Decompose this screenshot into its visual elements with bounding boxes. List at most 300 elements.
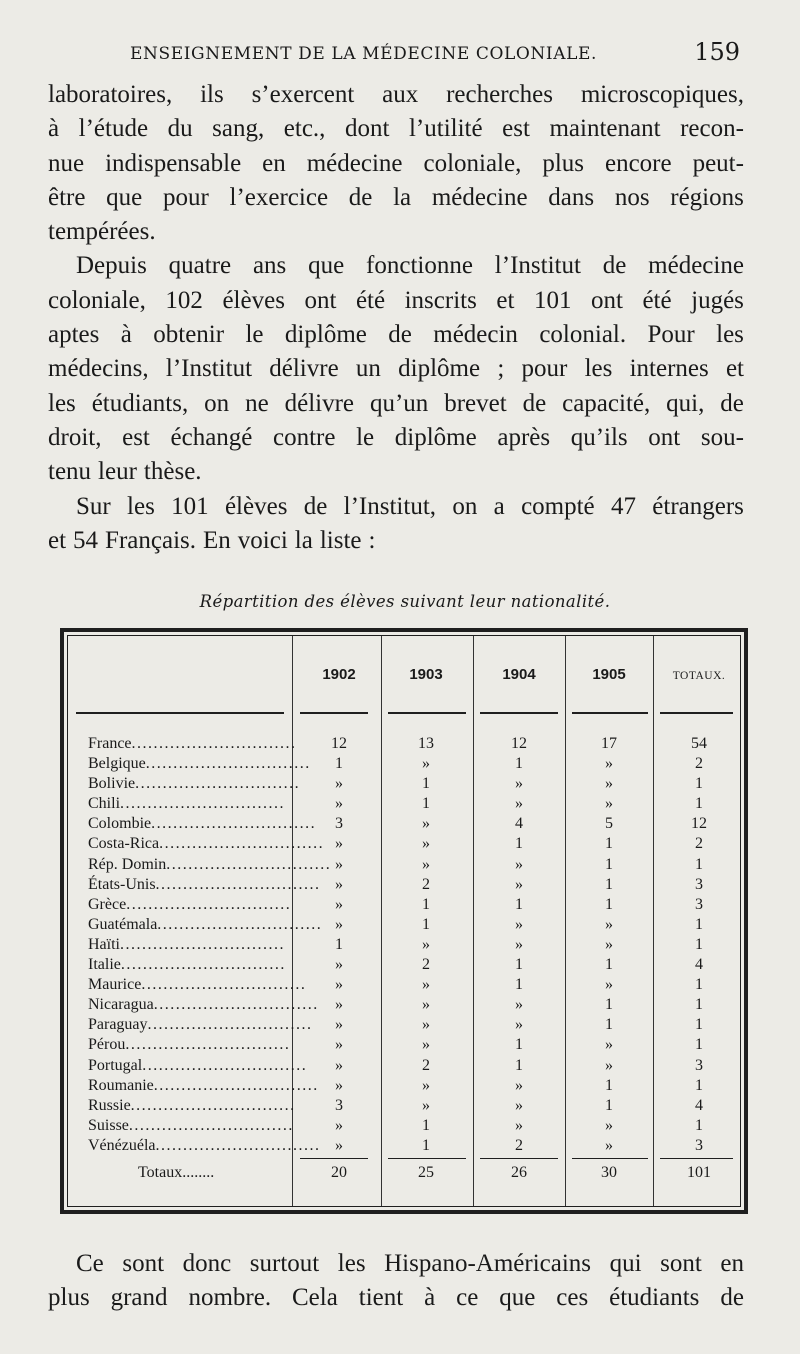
country-name: Suisse bbox=[88, 1116, 129, 1134]
word: : bbox=[368, 526, 376, 554]
value-cell: 12 bbox=[511, 735, 527, 752]
text-line bbox=[48, 1281, 744, 1315]
value-cell: » bbox=[335, 1136, 343, 1154]
header-rule bbox=[388, 712, 466, 714]
word: été bbox=[355, 286, 386, 314]
header-rule bbox=[300, 712, 368, 714]
country-name: Portugal bbox=[88, 1056, 143, 1074]
word: plus bbox=[48, 1284, 90, 1312]
value-cell: » bbox=[515, 855, 523, 873]
country-cell bbox=[88, 1097, 298, 1115]
word: Cela bbox=[292, 1284, 338, 1312]
value-cell: 3 bbox=[695, 1056, 703, 1074]
value-cell: » bbox=[605, 755, 613, 773]
value-cell: » bbox=[515, 795, 523, 813]
table-row bbox=[68, 775, 740, 795]
word: le bbox=[245, 321, 264, 349]
leader-dots: .............................. bbox=[141, 976, 307, 994]
word: échangé bbox=[170, 423, 253, 451]
word: ans bbox=[252, 252, 287, 280]
table-row bbox=[68, 896, 740, 916]
text-line bbox=[48, 387, 744, 421]
text-line bbox=[48, 421, 744, 455]
value-cell: » bbox=[605, 1056, 613, 1074]
word: dont bbox=[344, 115, 390, 143]
value-cell: 1 bbox=[422, 915, 430, 933]
word: surtout bbox=[249, 1250, 320, 1277]
value-cell: 2 bbox=[515, 1136, 523, 1154]
word: délivre bbox=[269, 355, 339, 383]
country-name: Italie bbox=[88, 956, 121, 974]
text-line bbox=[48, 147, 744, 181]
total-cell: 26 bbox=[511, 1164, 527, 1181]
leader-dots: .............................. bbox=[157, 915, 323, 933]
totals-rule bbox=[572, 1158, 648, 1159]
totals-label: Totaux bbox=[138, 1164, 183, 1181]
value-cell: » bbox=[605, 1136, 613, 1154]
value-cell: 3 bbox=[695, 875, 703, 893]
value-cell: 1 bbox=[695, 795, 703, 813]
country-name: Bolivie bbox=[88, 775, 136, 793]
word: microscopiques, bbox=[580, 81, 744, 108]
word: l’étude bbox=[78, 115, 149, 143]
country-name: Rép. Domin bbox=[88, 855, 167, 873]
word: ne bbox=[245, 389, 269, 417]
value-cell: 3 bbox=[335, 1096, 343, 1114]
country-name: États-Unis bbox=[88, 875, 156, 893]
value-cell: 1 bbox=[605, 956, 613, 974]
country-name: Grèce bbox=[88, 895, 127, 913]
word: brevet bbox=[444, 389, 507, 417]
leader-dots: ........ bbox=[182, 1164, 215, 1181]
word: ils bbox=[200, 81, 224, 108]
word: de bbox=[602, 252, 627, 280]
word: on bbox=[204, 389, 230, 417]
word: élèves bbox=[224, 492, 288, 520]
word: etc., bbox=[283, 115, 326, 143]
value-cell: » bbox=[515, 1076, 523, 1094]
word: de bbox=[720, 389, 744, 417]
leader-dots: .............................. bbox=[155, 875, 321, 893]
word: et bbox=[48, 526, 67, 554]
value-cell: 1 bbox=[695, 996, 703, 1014]
word: que bbox=[308, 252, 345, 280]
word: droit, bbox=[48, 423, 102, 451]
value-cell: 13 bbox=[418, 735, 434, 752]
word: nue bbox=[48, 149, 85, 177]
word: les bbox=[127, 492, 155, 520]
value-cell: » bbox=[605, 915, 613, 933]
word: est bbox=[122, 423, 150, 451]
leader-dots: .............................. bbox=[126, 895, 292, 913]
country-cell bbox=[88, 835, 325, 853]
word: thèse. bbox=[143, 458, 202, 486]
total-cell: 30 bbox=[601, 1164, 617, 1181]
word: les bbox=[716, 321, 744, 349]
header-rule bbox=[76, 712, 284, 714]
value-cell: » bbox=[605, 1116, 613, 1134]
leader-dots: .............................. bbox=[120, 935, 285, 953]
word: du bbox=[167, 115, 193, 143]
table-row bbox=[68, 835, 740, 855]
table-row bbox=[68, 1077, 740, 1097]
value-cell: 1 bbox=[605, 895, 613, 913]
value-cell: » bbox=[335, 956, 343, 974]
word: qu’un bbox=[369, 389, 429, 417]
word: laboratoires, bbox=[48, 81, 173, 108]
value-cell: » bbox=[515, 935, 523, 953]
value-cell: 2 bbox=[422, 1056, 430, 1074]
table-row bbox=[68, 956, 740, 976]
value-cell: 1 bbox=[605, 855, 613, 873]
header-rule bbox=[480, 712, 558, 714]
word: sont bbox=[122, 1250, 165, 1277]
leader-dots: .............................. bbox=[155, 1136, 321, 1154]
value-cell: 1 bbox=[605, 835, 613, 853]
word: les bbox=[337, 1250, 366, 1277]
country-cell bbox=[88, 815, 317, 833]
leader-dots: .............................. bbox=[131, 735, 297, 752]
leader-dots: .............................. bbox=[120, 956, 286, 974]
header-rule bbox=[572, 712, 648, 714]
word: diplôme bbox=[394, 423, 477, 451]
value-cell: » bbox=[335, 996, 343, 1014]
word: médecine bbox=[431, 183, 528, 211]
table-row bbox=[68, 876, 740, 896]
value-cell: » bbox=[422, 1096, 430, 1114]
value-cell: » bbox=[515, 1096, 523, 1114]
text-line bbox=[48, 455, 744, 489]
word: en bbox=[262, 149, 286, 177]
word: que bbox=[499, 1284, 536, 1312]
word: coloniale, bbox=[423, 149, 522, 177]
word: de bbox=[720, 1284, 744, 1312]
column-header: 1904 bbox=[502, 666, 536, 683]
word: En bbox=[203, 526, 231, 554]
value-cell: 3 bbox=[695, 895, 703, 913]
value-cell: 1 bbox=[605, 1076, 613, 1094]
word: et bbox=[725, 355, 744, 383]
table-row bbox=[68, 976, 740, 996]
country-cell bbox=[88, 795, 298, 813]
word: Français. bbox=[105, 526, 196, 554]
word: indispensable bbox=[105, 149, 242, 177]
value-cell: » bbox=[422, 855, 430, 873]
value-cell: 1 bbox=[695, 1116, 703, 1134]
value-cell: » bbox=[515, 996, 523, 1014]
word: compté bbox=[521, 492, 595, 520]
word: médecine bbox=[648, 252, 744, 280]
column-header: 1903 bbox=[409, 666, 443, 683]
word: pour bbox=[521, 355, 568, 383]
nationality-table bbox=[60, 628, 748, 1214]
word: 101 bbox=[533, 286, 572, 314]
text-line bbox=[48, 352, 744, 386]
word: recon- bbox=[680, 115, 744, 143]
value-cell: 2 bbox=[695, 755, 703, 773]
totals-rule bbox=[660, 1158, 733, 1159]
word: inscrits bbox=[404, 286, 477, 314]
leader-dots: .............................. bbox=[153, 996, 319, 1014]
word: grand bbox=[110, 1284, 168, 1312]
column-header: 1902 bbox=[322, 666, 356, 683]
value-cell: » bbox=[605, 1036, 613, 1054]
word: de bbox=[522, 389, 547, 417]
table-row bbox=[68, 795, 740, 815]
leader-dots: .............................. bbox=[130, 1096, 296, 1114]
totals-label-cell bbox=[138, 1164, 214, 1182]
word: tempérées. bbox=[48, 218, 156, 246]
word: qui bbox=[609, 1250, 642, 1277]
value-cell: » bbox=[335, 895, 343, 913]
value-cell: » bbox=[335, 976, 343, 994]
column-header: 1905 bbox=[592, 666, 626, 683]
word: été bbox=[642, 286, 672, 314]
word: qu’ils bbox=[570, 423, 628, 451]
word: internes bbox=[629, 355, 709, 383]
country-name: Pérou bbox=[88, 1036, 126, 1054]
word: diplôme bbox=[398, 355, 481, 383]
value-cell: » bbox=[335, 1116, 343, 1134]
word: contre bbox=[273, 423, 336, 451]
country-name: Nicaragua bbox=[88, 996, 154, 1014]
value-cell: 2 bbox=[422, 956, 430, 974]
value-cell: 1 bbox=[515, 976, 523, 994]
word: fonctionne bbox=[366, 252, 473, 280]
text-line bbox=[48, 524, 744, 558]
body-text-bottom bbox=[48, 1247, 744, 1316]
column-header: TOTAUX. bbox=[672, 670, 726, 682]
value-cell: » bbox=[515, 915, 523, 933]
country-name: Roumanie bbox=[88, 1076, 154, 1094]
country-cell bbox=[88, 875, 321, 894]
value-cell: 1 bbox=[605, 1016, 613, 1034]
value-cell: » bbox=[605, 775, 613, 793]
country-cell bbox=[88, 755, 311, 773]
table-caption: Répartition des élèves suivant leur nationalité. bbox=[199, 592, 611, 611]
country-cell bbox=[88, 1076, 319, 1095]
word: l’Institut bbox=[494, 252, 581, 280]
text-line bbox=[48, 181, 744, 215]
country-cell bbox=[88, 855, 332, 874]
total-cell: 20 bbox=[331, 1164, 347, 1181]
word: l’exercice bbox=[229, 183, 329, 211]
value-cell: 1 bbox=[695, 935, 703, 953]
table-row bbox=[68, 996, 740, 1016]
value-cell: 1 bbox=[695, 775, 703, 793]
word: jugés bbox=[691, 286, 744, 314]
word: Hispano-Américains bbox=[384, 1250, 592, 1277]
country-name: Haïti bbox=[88, 935, 120, 953]
word: dans bbox=[548, 183, 595, 211]
word: étrangers bbox=[652, 492, 744, 520]
word: tenu bbox=[48, 458, 92, 486]
country-cell bbox=[88, 936, 298, 954]
value-cell: 4 bbox=[515, 815, 523, 833]
word: ont bbox=[648, 423, 681, 451]
word: plus bbox=[542, 149, 585, 177]
word: élèves bbox=[222, 286, 285, 314]
value-cell: 3 bbox=[695, 1136, 703, 1154]
value-cell: » bbox=[605, 795, 613, 813]
value-cell: » bbox=[335, 775, 343, 793]
value-cell: 1 bbox=[695, 855, 703, 873]
word: l’Institut, bbox=[343, 492, 437, 520]
leader-dots: .............................. bbox=[147, 1016, 313, 1034]
word: Ce bbox=[76, 1250, 104, 1277]
word: sang, bbox=[212, 115, 265, 143]
word: de bbox=[348, 183, 373, 211]
value-cell: 4 bbox=[695, 956, 703, 974]
word: colonial. bbox=[539, 321, 627, 349]
word: a bbox=[493, 492, 505, 520]
word: l’utilité bbox=[408, 115, 483, 143]
word: les bbox=[584, 355, 613, 383]
table-row bbox=[68, 1057, 740, 1077]
running-head bbox=[130, 38, 740, 68]
word: liste bbox=[319, 526, 362, 554]
word: voici bbox=[237, 526, 288, 554]
word: un bbox=[355, 355, 381, 383]
table-row bbox=[68, 755, 740, 775]
value-cell: » bbox=[422, 1016, 430, 1034]
leader-dots: .............................. bbox=[142, 1056, 308, 1074]
word: la bbox=[393, 183, 412, 211]
country-cell bbox=[88, 735, 298, 753]
value-cell: 1 bbox=[605, 1096, 613, 1114]
value-cell: » bbox=[422, 835, 430, 853]
country-name: Costa-Rica bbox=[88, 835, 160, 853]
word: médecine bbox=[306, 149, 403, 177]
value-cell: » bbox=[335, 835, 343, 853]
word: est bbox=[502, 115, 530, 143]
value-cell: 1 bbox=[422, 775, 430, 793]
word: recherches bbox=[446, 81, 553, 108]
total-cell: 25 bbox=[418, 1164, 434, 1181]
country-name: Paraguay bbox=[88, 1016, 148, 1034]
word: à bbox=[48, 115, 60, 143]
word: que bbox=[106, 183, 143, 211]
word: quatre bbox=[168, 252, 232, 280]
value-cell: » bbox=[422, 1076, 430, 1094]
value-cell: 12 bbox=[331, 735, 347, 752]
word: maintenant bbox=[549, 115, 661, 143]
value-cell: » bbox=[335, 875, 343, 893]
value-cell: 1 bbox=[515, 895, 523, 913]
word: s’exercent bbox=[251, 81, 355, 108]
country-cell bbox=[88, 1056, 308, 1075]
total-cell: 101 bbox=[687, 1164, 711, 1181]
value-cell: » bbox=[422, 1036, 430, 1054]
country-name: Guatémala bbox=[88, 915, 158, 933]
table-row bbox=[68, 856, 740, 876]
country-cell bbox=[88, 915, 323, 934]
word: aux bbox=[382, 81, 419, 108]
value-cell: 1 bbox=[695, 1076, 703, 1094]
totals-rule bbox=[300, 1158, 368, 1159]
word: peut- bbox=[692, 149, 744, 177]
word: et bbox=[496, 286, 515, 314]
value-cell: » bbox=[422, 935, 430, 953]
value-cell: 1 bbox=[515, 956, 523, 974]
word: encore bbox=[604, 149, 672, 177]
value-cell: 1 bbox=[695, 976, 703, 994]
totals-row bbox=[68, 1164, 740, 1186]
value-cell: 2 bbox=[422, 875, 430, 893]
word: régions bbox=[670, 183, 744, 211]
word: à bbox=[120, 321, 132, 349]
value-cell: 2 bbox=[695, 835, 703, 853]
page-number: 159 bbox=[694, 38, 740, 66]
word: le bbox=[356, 423, 375, 451]
country-name: Belgique bbox=[88, 755, 146, 773]
value-cell: 54 bbox=[691, 735, 707, 752]
value-cell: » bbox=[335, 1076, 343, 1094]
country-name: Vénézuéla bbox=[88, 1136, 156, 1154]
word: médecin bbox=[433, 321, 518, 349]
table-row bbox=[68, 1137, 740, 1157]
value-cell: » bbox=[515, 1116, 523, 1134]
value-cell: 1 bbox=[605, 996, 613, 1014]
leader-dots: .............................. bbox=[166, 855, 332, 873]
value-cell: » bbox=[335, 915, 343, 933]
value-cell: 1 bbox=[695, 915, 703, 933]
value-cell: » bbox=[335, 1056, 343, 1074]
word: diplôme bbox=[284, 321, 367, 349]
text-line bbox=[48, 1247, 744, 1281]
word: 102 bbox=[165, 286, 203, 314]
text-line bbox=[48, 249, 744, 283]
value-cell: 1 bbox=[515, 1056, 523, 1074]
word: nos bbox=[614, 183, 650, 211]
value-cell: » bbox=[335, 795, 343, 813]
value-cell: 1 bbox=[422, 1116, 430, 1134]
country-cell bbox=[88, 1117, 298, 1135]
value-cell: » bbox=[422, 996, 430, 1014]
table-row bbox=[68, 1016, 740, 1036]
word: sont bbox=[660, 1250, 702, 1277]
country-cell bbox=[88, 976, 307, 994]
value-cell: 1 bbox=[422, 895, 430, 913]
country-name: Russie bbox=[88, 1096, 131, 1114]
word: être bbox=[48, 183, 86, 211]
text-line bbox=[48, 490, 744, 524]
word: obtenir bbox=[153, 321, 225, 349]
word: pour bbox=[162, 183, 209, 211]
value-cell: 1 bbox=[515, 755, 523, 773]
word: l’Institut bbox=[165, 355, 253, 383]
country-cell bbox=[88, 996, 319, 1014]
word: à bbox=[424, 1284, 436, 1312]
word: Pour bbox=[647, 321, 695, 349]
value-cell: » bbox=[335, 1016, 343, 1034]
country-name: Maurice bbox=[88, 976, 142, 994]
value-cell: 5 bbox=[605, 815, 613, 833]
word: Depuis bbox=[76, 252, 147, 280]
word: Sur bbox=[76, 492, 111, 520]
leader-dots: .............................. bbox=[135, 775, 301, 793]
word: on bbox=[452, 492, 478, 520]
leader-dots: .............................. bbox=[125, 1036, 291, 1054]
word: délivre bbox=[284, 389, 355, 417]
country-cell bbox=[88, 896, 298, 914]
leader-dots: .............................. bbox=[128, 1116, 294, 1134]
country-cell bbox=[88, 775, 301, 793]
value-cell: » bbox=[515, 1016, 523, 1034]
totals-rule bbox=[388, 1158, 466, 1159]
value-cell: » bbox=[422, 755, 430, 773]
value-cell: 1 bbox=[335, 935, 343, 953]
